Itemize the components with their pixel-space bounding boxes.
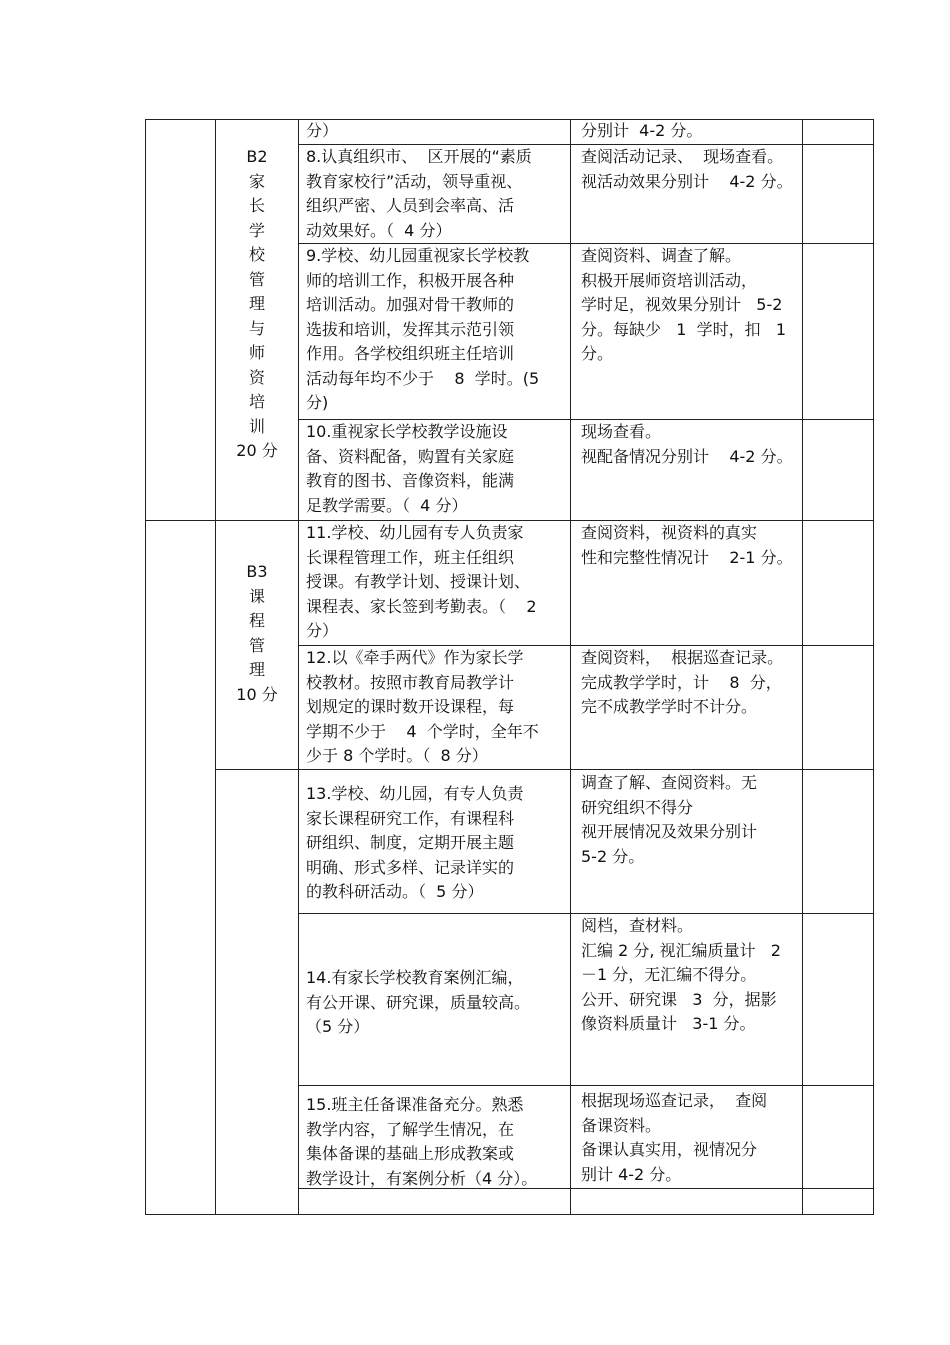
item-text: 9.学校、幼儿园重视家长学校教 师的培训工作，积极开展各种 培训活动。加强对骨干教师的 选拔和培训，发挥其示范引领 作用。各学校组织班主任培训 活动每年均不少于 8 学时。(5 分) <box>306 246 540 412</box>
section-label-b3: B3 课 程 管 理 10 分 <box>236 562 278 704</box>
section-label-b2: B2 家 长 学 校 管 理 与 师 资 培 训 20 分 <box>236 147 278 460</box>
criteria-text: 查阅资料、调查了解。 积极开展师资培训活动， 学时足，视效果分别计 5-2 分。每缺少 1 学时，扣 1 分。 <box>581 246 787 363</box>
item-text: 11.学校、幼儿园有专人负责家 长课程管理工作，班主任组织 授课。有教学计划、授课计划、 课程表、家长签到考勤表。（ 2 分） <box>306 523 537 640</box>
item-text: 14.有家长学校教育案例汇编， 有公开课、研究课，质量较高。 （5 分） <box>306 968 531 1036</box>
item-text: 8.认真组织市、 区开展的“素质 教育家校行”活动，领导重视、 组织严密、人员到会率高、活 动效果好。（ 4 分） <box>306 147 532 240</box>
criteria-text: 查阅活动记录、 现场查看。 视活动效果分别计 4-2 分。 <box>581 147 793 191</box>
criteria-text: 现场查看。 视配备情况分别计 4-2 分。 <box>581 422 793 466</box>
section-divider <box>215 769 874 770</box>
table-border-bottom <box>145 1214 874 1215</box>
item-text: 15.班主任备课准备充分。熟悉 教学内容，了解学生情况，在 集体备课的基础上形成教案或 教学设计，有案例分析（4 分）。 <box>306 1095 538 1188</box>
criteria-text: 分别计 4-2 分。 <box>581 121 703 140</box>
item-text: 10.重视家长学校教学设施设 备、资料配备，购置有关家庭 教育的图书、音像资料，能满 足教学需要。（ 4 分） <box>306 422 515 515</box>
row-divider <box>298 1085 874 1086</box>
table-border-right <box>873 119 874 1214</box>
table-border-top <box>145 119 874 120</box>
column-divider-4 <box>802 119 803 1214</box>
criteria-text: 根据现场巡查记录， 查阅 备课资料。 备课认真实用，视情况分 别计 4-2 分。 <box>581 1091 768 1184</box>
table-border-left <box>145 119 146 1214</box>
criteria-text: 调查了解、查阅资料。无 研究组织不得分 视开展情况及效果分别计 5-2 分。 <box>581 773 758 866</box>
criteria-text: 阅档，查材料。 汇编 2 分, 视汇编质量计 2 －1 分，无汇编不得分。 公开、研究课 3 分，据影 像资料质量计 3-1 分。 <box>581 916 781 1033</box>
item-text: 13.学校、幼儿园，有专人负责 家长课程研究工作，有课程科 研组织、制度，定期开展主题 明确、形式多样、记录详实的 的教科研活动。（ 5 分） <box>306 784 524 901</box>
column-divider-3 <box>570 119 571 1214</box>
column-divider-2 <box>298 119 299 1214</box>
criteria-text: 查阅资料， 根据巡查记录。 完成教学学时，计 8 分， 完不成教学学时不计分。 <box>581 648 784 716</box>
item-text: 分） <box>306 121 339 140</box>
criteria-text: 查阅资料，视资料的真实 性和完整性情况计 2-1 分。 <box>581 523 793 567</box>
item-text: 12.以《牵手两代》作为家长学 校教材。按照市教育局教学计 划规定的课时数开设课程，每 学期不少于 4 个学时，全年不 少于 8 个学时。（ 8 分） <box>306 648 539 765</box>
